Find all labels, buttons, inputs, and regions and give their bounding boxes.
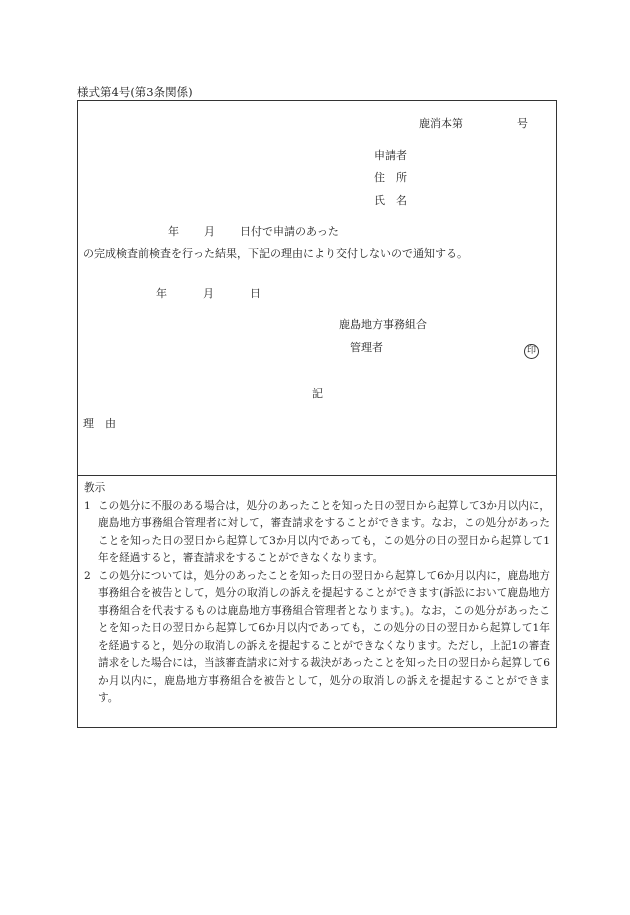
applicant-title: 申請者 xyxy=(374,149,407,162)
instructions-heading: 教示 xyxy=(84,482,106,494)
issuer-org: 鹿島地方事務組合 xyxy=(339,318,427,331)
application-day-text: 日付で申請のあった xyxy=(240,225,339,238)
applicant-address-label: 住 所 xyxy=(374,171,407,184)
applicant-name-label: 氏 名 xyxy=(374,194,407,207)
instruction-text: この処分については，処分のあったことを知った日の翌日から起算して6か月以内に，鹿島地方事務組合を被告として，処分の取消しの訴えを提起することができます(訴訟において鹿島地方事務組合を代表するものは鹿島地方事務組合管理者となります。)。なお，この処分があったことを知った日の翌日から起算して6か月以内であっても，この処分の日の翌日から起算して1年を経過すると，処分の取消しの訴えを提起することができなくなります。ただし，上記1の審査請求をした場合には，当該審査請求に対する裁決があったことを知った日の翌日から起算して6か月以内に，鹿島地方事務組合を被告として，処分の取消しの訴えを提起することができます。 xyxy=(98,569,550,704)
instructions xyxy=(84,480,550,708)
instruction-text: この処分に不服のある場合は，処分のあったことを知った日の翌日から起算して3か月以内に，鹿島地方事務組合管理者に対して，審査請求をすることができます。なお，この処分があったことを知った日の翌日から起算して3か月以内であっても，この処分の日の翌日から起算して1年を経過すると，審査請求をすることができなくなります。 xyxy=(98,499,550,564)
notice-year: 年 xyxy=(156,287,167,300)
instruction-number: 2 xyxy=(84,569,91,582)
notice-month: 月 xyxy=(203,287,214,300)
instruction-item-2 xyxy=(84,568,550,708)
application-month: 月 xyxy=(204,225,215,238)
ki-heading: 記 xyxy=(312,387,323,400)
notice-main-box xyxy=(77,100,557,476)
doc-number-prefix: 鹿消本第 xyxy=(419,117,463,130)
body-text: の完成検査前検査を行った結果，下記の理由により交付しないので通知する。 xyxy=(83,247,468,260)
instructions-box xyxy=(77,476,557,728)
seal-icon: 印 xyxy=(524,344,539,359)
instruction-number: 1 xyxy=(84,499,91,512)
form-label: 様式第4号(第3条関係) xyxy=(77,85,193,99)
notice-day: 日 xyxy=(250,287,261,300)
instruction-item-1 xyxy=(84,498,550,568)
issuer-role: 管理者 xyxy=(350,341,383,354)
doc-number-suffix: 号 xyxy=(517,117,528,130)
application-year: 年 xyxy=(168,225,179,238)
reason-label: 理 由 xyxy=(83,417,116,430)
seal-mark xyxy=(524,338,539,359)
